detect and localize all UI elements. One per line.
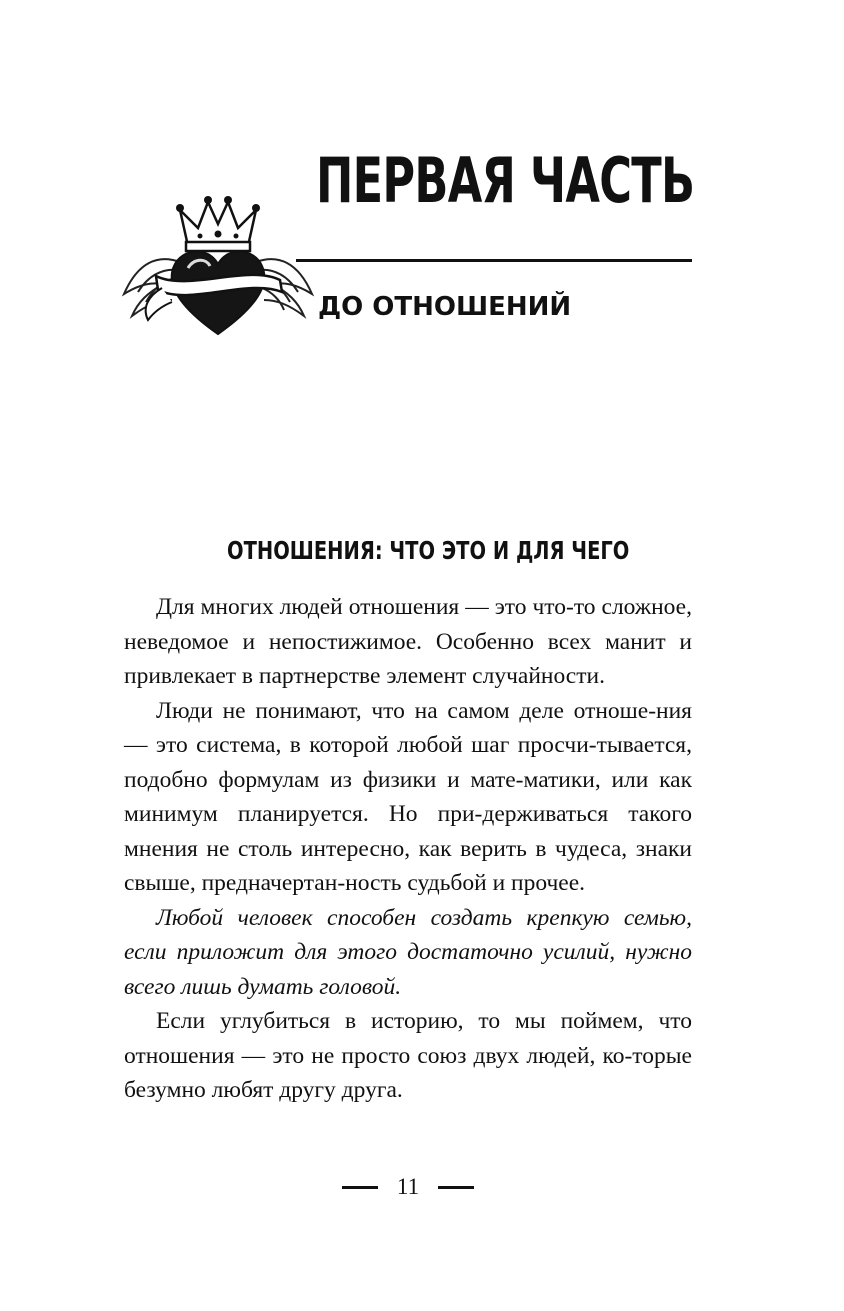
page-number <box>342 1172 474 1202</box>
italic-paragraph: Любой человек способен создать крепкую семью, если приложит для этого достаточно усилий, нужно всего лишь думать головой. <box>124 904 692 1000</box>
section-heading: ОТНОШЕНИЯ: ЧТО ЭТО И ДЛЯ ЧЕГО <box>227 536 630 565</box>
paragraph: Люди не понимают, что на самом деле отноше-ния — это система, в которой любой шаг просчи-тывается, подобно формулам из физики и мате-матики, или как минимум планируется. Но при-держиваться такого мнения не столь интересно, как верить в чудеса, знаки свыше, предначертан-ность судьбой и прочее. <box>124 697 692 896</box>
part-subtitle: ДО ОТНОШЕНИЙ <box>318 292 572 322</box>
paragraph: Если углубиться в историю, то мы поймем, что отношения — это не просто союз двух людей, ко-торые безумно любят другу друга. <box>124 1008 692 1103</box>
page-number-dash-right <box>438 1186 474 1189</box>
part-title: ПЕРВАЯ ЧАСТЬ <box>316 144 695 217</box>
body-text <box>124 590 692 1108</box>
winged-heart-crown-icon <box>118 184 318 344</box>
page-number-dash-left <box>342 1186 378 1189</box>
title-divider <box>296 259 692 262</box>
paragraph: Для многих людей отношения — это что-то сложное, неведомое и непостижимое. Особенно всех манит и привлекает в партнерстве элемент случайности. <box>124 594 692 689</box>
page-number-value: 11 <box>396 1174 420 1199</box>
